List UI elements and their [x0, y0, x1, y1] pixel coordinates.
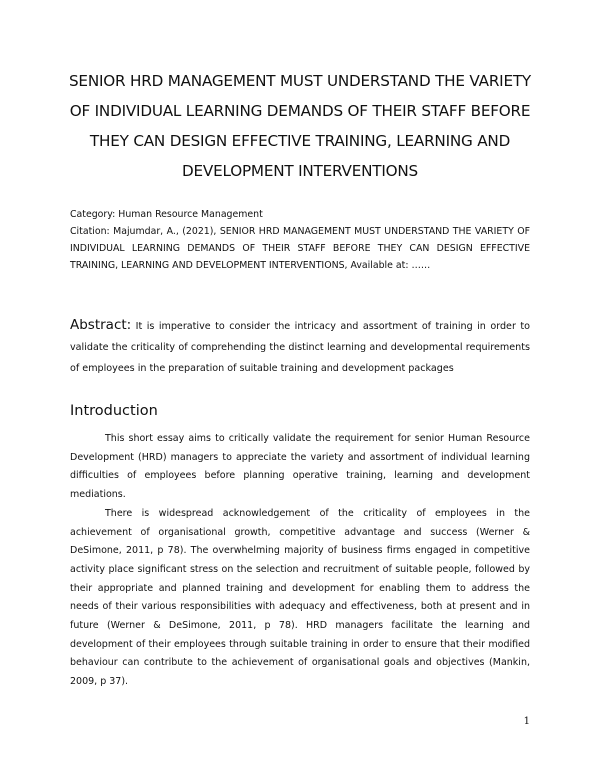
page-number: 1 — [523, 716, 530, 727]
document-title: SENIOR HRD MANAGEMENT MUST UNDERSTAND THE VARIETY OF INDIVIDUAL LEARNING DEMANDS OF THEIR STAFF BEFORE THEY CAN DESIGN EFFECTIVE TRAINING, LEARNING AND DEVELOPMENT INTERVENTIONS — [68, 72, 532, 180]
abstract-text: It is imperative to consider the intricacy and assortment of training in order to validate the criticality of comprehending the distinct learning and developmental requirements of employees in the preparation of suitable training and development packages — [70, 321, 530, 374]
introduction-heading: Introduction — [70, 403, 158, 419]
citation-line: Citation: Majumdar, A., (2021), SENIOR HRD MANAGEMENT MUST UNDERSTAND THE VARIETY OF INDIVIDUAL LEARNING DEMANDS OF THEIR STAFF BEFORE THEY CAN DESIGN EFFECTIVE TRAINING, LEARNING AND DEVELOPMENT INTERVENTIONS, Available at: …… — [70, 226, 530, 271]
metadata-block — [70, 206, 530, 274]
category-line: Category: Human Resource Management — [70, 209, 263, 220]
abstract — [70, 315, 530, 379]
paragraph: There is widespread acknowledgement of the criticality of employees in the achievement of organisational growth, competitive advantage and success (Werner & DeSimone, 2011, p 78). The overwhelming majority of business firms engaged in competitive activity place significant stress on the selection and recruitment of suitable people, followed by their appropriate and planned training and development for enabling them to address the needs of their various responsibilities with adequacy and effectiveness, both at present and in future (Werner & DeSimone, 2011, p 78). HRD managers facilitate the learning and development of their employees through suitable training in order to ensure that their modified behaviour can contribute to the achievement of organisational goals and objectives (Mankin, 2009, p 37). — [70, 507, 530, 688]
abstract-label: Abstract: — [70, 317, 132, 333]
paragraph: This short essay aims to critically validate the requirement for senior Human Resource Development (HRD) managers to appreciate the variety and assortment of individual learning difficulties of employees before planning operative training, learning and development mediations. — [70, 433, 530, 501]
introduction-body — [70, 430, 530, 692]
